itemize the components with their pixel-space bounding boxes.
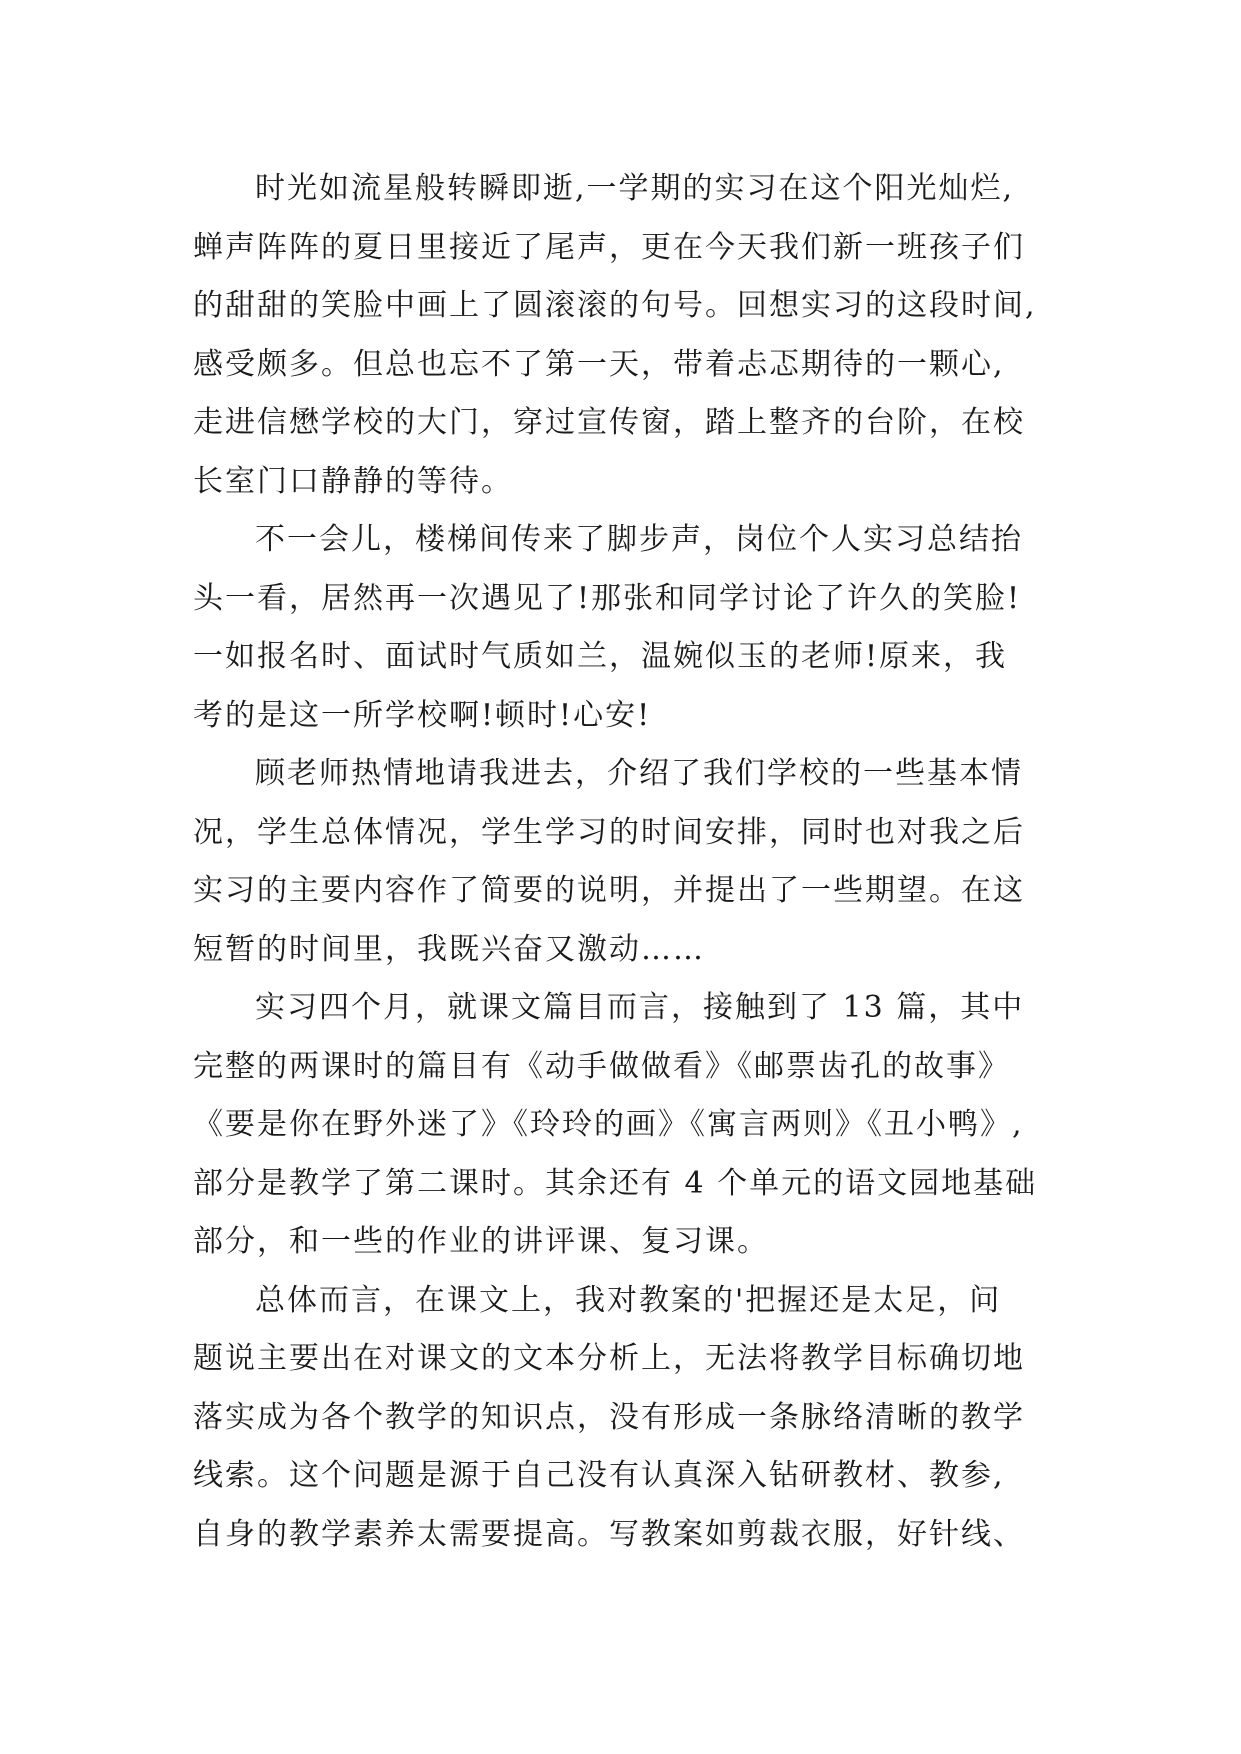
text-line: 头一看，居然再一次遇见了!那张和同学讨论了许久的笑脸!	[193, 580, 1022, 616]
text-line: 短暂的时间里，我既兴奋又激动……	[193, 931, 705, 967]
text-line: 题说主要出在对课文的文本分析上，无法将教学目标确切地	[193, 1341, 1025, 1376]
text-line: 自身的教学素养太需要提高。写教案如剪裁衣服，好针线、	[193, 1516, 1025, 1552]
paragraph-first-line: 时光如流星般转瞬即逝,一学期的实习在这个阳光灿烂,	[255, 171, 1015, 206]
text-line: 部分是教学了第二课时。其余还有 4 个单元的语文园地基础	[193, 1165, 1038, 1201]
text-line: 考的是这一所学校啊!顿时!心安!	[193, 697, 652, 733]
text-line: 落实成为各个教学的知识点，没有形成一条脉络清晰的教学	[193, 1399, 1025, 1435]
text-line: 部分，和一些的作业的讲评课、复习课。	[193, 1224, 769, 1259]
text-line: 长室门口静静的等待。	[193, 463, 513, 499]
text-line: 完整的两课时的篇目有《动手做做看》《邮票齿孔的故事》	[193, 1048, 1010, 1084]
text-line: 《要是你在野外迷了》《玲玲的画》《寓言两则》《丑小鸭》,	[193, 1107, 1024, 1142]
text-line: 感受颇多。但总也忘不了第一天，带着忐忑期待的一颗心,	[193, 346, 1005, 382]
paragraph-first-line: 实习四个月，就课文篇目而言，接触到了 13 篇，其中	[255, 990, 1025, 1025]
paragraph-first-line: 总体而言，在课文上，我对教案的'把握还是太足，问	[255, 1282, 1002, 1318]
text-line: 蝉声阵阵的夏日里接近了尾声，更在今天我们新一班孩子们	[193, 229, 1025, 265]
body-text	[193, 160, 1073, 1564]
text-line: 的甜甜的笑脸中画上了圆滚滚的句号。回想实习的这段时间,	[193, 288, 1037, 323]
text-line: 一如报名时、面试时气质如兰，温婉似玉的老师!原来，我	[193, 639, 1008, 674]
paragraph-first-line: 不一会儿，楼梯间传来了脚步声，岗位个人实习总结抬	[255, 522, 1023, 557]
text-line: 线索。这个问题是源于自己没有认真深入钻研教材、教参,	[193, 1458, 1005, 1493]
paragraph-first-line: 顾老师热情地请我进去，介绍了我们学校的一些基本情	[255, 756, 1023, 791]
text-line: 况，学生总体情况，学生学习的时间安排，同时也对我之后	[193, 814, 1025, 850]
text-line: 实习的主要内容作了简要的说明，并提出了一些期望。在这	[193, 873, 1025, 908]
text-line: 走进信懋学校的大门，穿过宣传窗，踏上整齐的台阶，在校	[193, 405, 1025, 440]
